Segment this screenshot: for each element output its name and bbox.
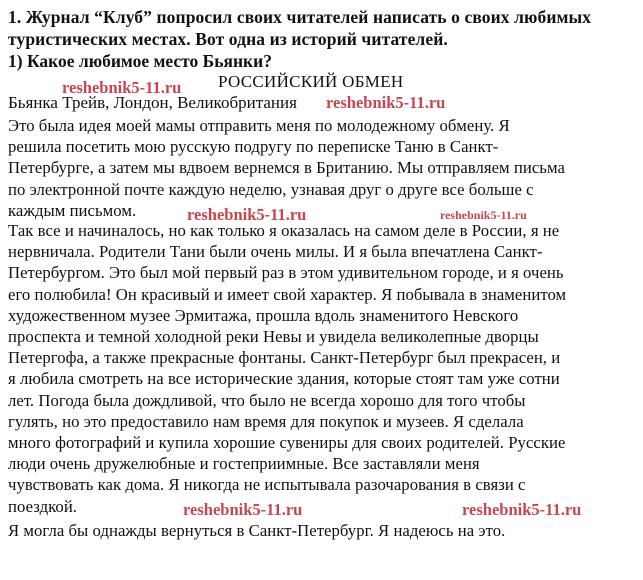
paragraph-line: Петербургом. Это был мой первый раз в этом удивительном городе, и я очень [8, 263, 564, 283]
paragraph-line: нервничала. Родители Тани были очень милы. И я была впечатлена Санкт- [8, 242, 543, 262]
paragraph-line: Это была идея моей мамы отправить меня по молодежному обмену. Я [8, 116, 510, 135]
article-paragraph-3 [8, 520, 638, 541]
article-paragraph-2 [8, 220, 638, 517]
paragraph-line: лет. Погода была дождливой, что было не всегда хорошо для того чтобы [8, 390, 526, 410]
article-title: РОССИЙСКИЙ ОБМЕН [218, 72, 404, 91]
paragraph-line: его полюбила! Он красивый и имеет свой характер. Я побывала в знаменитом [8, 284, 567, 304]
paragraph-line: я любила смотреть на все исторические здания, которые стоят там уже сотни [8, 369, 560, 389]
paragraph-line: художественном музее Эрмитажа, прошла вдоль знаменитого Невского [8, 305, 519, 325]
paragraph-line: поездкой. [8, 496, 78, 516]
paragraph-line: чувствовать как дома. Я никогда не испытывала разочарования в связи с [8, 475, 526, 495]
paragraph-line: решила посетить мою русскую подругу по переписке Таню в Санкт- [8, 137, 499, 157]
watermark: reshebnik5-11.ru [462, 500, 582, 519]
paragraph-line: Так все и начиналось, но как только я оказалась на самом деле в России, я не [8, 221, 560, 240]
paragraph-line: Петергофа, а также прекрасные фонтаны. Санкт-Петербург был прекрасен, и [8, 348, 561, 368]
article-author: Бьянка Трейв, Лондон, Великобритания [8, 93, 297, 112]
paragraph-line: Петербурге, а затем мы вдвоем вернемся в Британию. Мы отправляем письма [8, 158, 565, 178]
paragraph-line: по электронной почте каждую неделю, узнавая друг о друге все больше с [8, 179, 534, 199]
paragraph-line: гулять, но это предоставило нам время для покупок и музеев. Я сделала [8, 411, 524, 431]
paragraph-line: Я могла бы однажды вернуться в Санкт-Петербург. Я надеюсь на это. [8, 521, 506, 540]
paragraph-line: люди очень дружелюбные и гостеприимные. Все заставляли меня [8, 454, 480, 474]
watermark: reshebnik5-11.ru [440, 208, 527, 222]
task-heading-line-2: туристических местах. Вот одна из историй читателей. [8, 29, 448, 49]
watermark: reshebnik5-11.ru [183, 500, 303, 519]
question-text: 1) Какое любимое место Бьянки? [8, 51, 272, 71]
paragraph-line: много фотографий и купила хорошие сувениры для своих родителей. Русские [8, 433, 566, 453]
article-paragraph-1 [8, 115, 638, 221]
watermark: reshebnik5-11.ru [62, 78, 182, 97]
paragraph-line: проспекта и темной холодной реки Невы и увидела великолепные дворцы [8, 327, 539, 347]
watermark: reshebnik5-11.ru [187, 205, 307, 224]
task-heading-line-1: 1. Журнал “Клуб” попросил своих читателей написать о своих любимых [8, 7, 592, 27]
paragraph-line: каждым письмом. [8, 200, 137, 220]
watermark: reshebnik5-11.ru [326, 93, 446, 112]
task-heading [8, 6, 638, 50]
